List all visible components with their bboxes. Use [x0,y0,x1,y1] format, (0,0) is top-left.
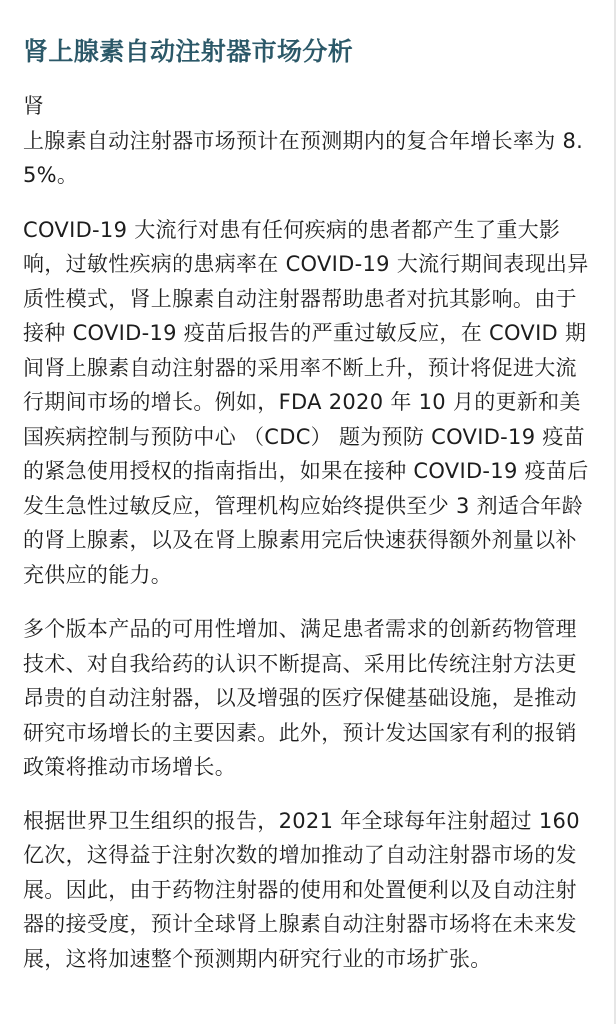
paragraph-who-report: 根据世界卫生组织的报告，2021 年全球每年注射超过 160 亿次，这得益于注射次数的增加推动了自动注射器市场的发展。因此，由于药物注射器的使用和处置便利以及自动注射器的接受度，预计全球肾上腺素自动注射器市场将在未来发展，这将加速整个预测期内研究行业的市场扩张。 [23,808,580,971]
paragraph-growth-rate: 肾 上腺素自动注射器市场预计在预测期内的复合年增长率为 8.5%。 [23,94,584,187]
article-title: 肾上腺素自动注射器市场分析 [23,37,354,66]
paragraph-growth-drivers: 多个版本产品的可用性增加、满足患者需求的创新药物管理技术、对自我给药的认识不断提高、采用比传统注射方法更昂贵的自动注射器，以及增强的医疗保健基础设施，是推动研究市场增长的主要因素。此外，预计发达国家有利的报销政策将推动市场增长。 [23,617,577,779]
paragraph-covid-impact: COVID-19 大流行对患有任何疾病的患者都产生了重大影响，过敏性疾病的患病率在 COVID-19 大流行期间表现出异质性模式，肾上腺素自动注射器帮助患者对抗其影响。由于接种 COVID-19 疫苗后报告的严重过敏反应，在 COVID 期间肾上腺素自动注射器的采用率不断上升，预计将促进大流行期间市场的增长。例如，FDA 2020 年 10 月的更新和美国疾病控制与预防中心 （CDC） 题为预防 COVID-19 疫苗的紧急使用授权的指南指出，如果在接种 COVID-19 疫苗后发生急性过敏反应，管理机构应始终提供至少 3 剂适合年龄的肾上腺素，以及在肾上腺素用完后快速获得额外剂量以补充供应的能力。 [23,217,589,587]
